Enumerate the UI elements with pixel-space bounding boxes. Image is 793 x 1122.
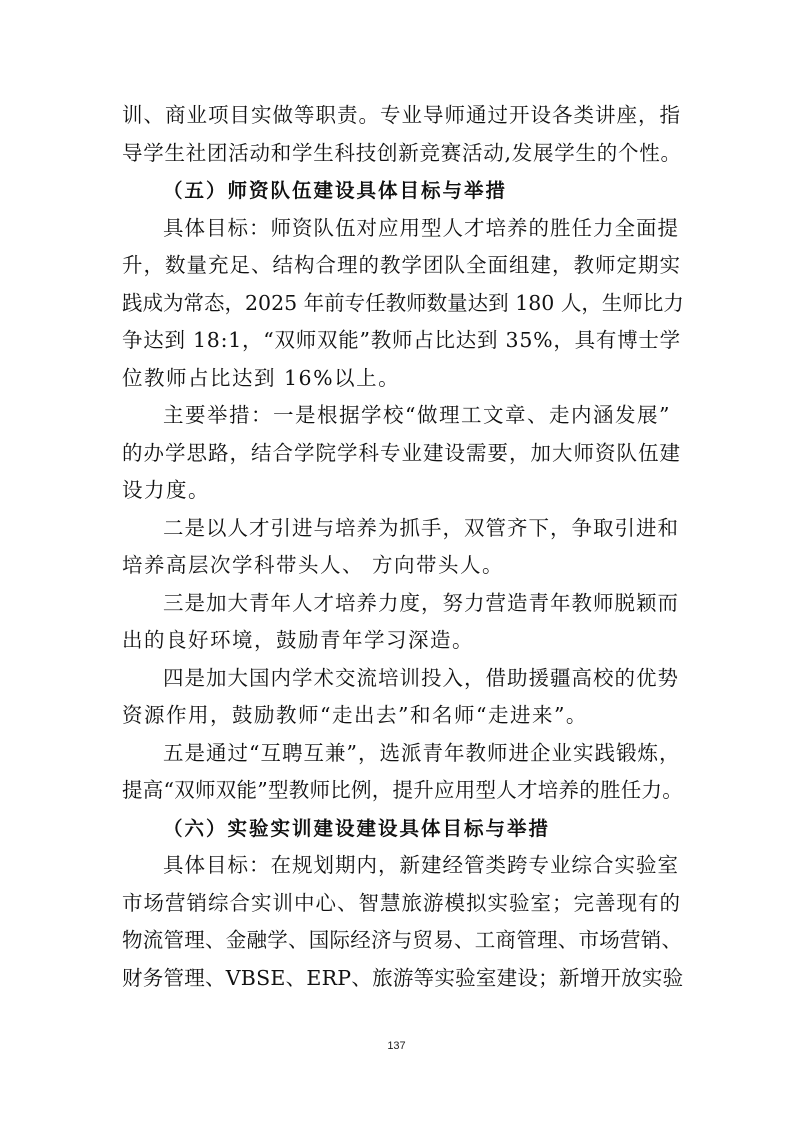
paragraph-first-line: 五是通过“互聘互兼”，选派青年教师进企业实践锻炼， <box>163 740 681 765</box>
text-line: 物流管理、金融学、国际经济与贸易、工商管理、市场营销、 <box>122 928 683 952</box>
text-line: 资源作用，鼓励教师“走出去”和名师“走进来”。 <box>122 703 588 727</box>
text-line: 位教师占比达到 16%以上。 <box>122 365 401 390</box>
paragraph-first-line: 具体目标：在规划期内，新建经管类跨专业综合实验室 <box>163 853 679 877</box>
page-number: 137 <box>387 1040 406 1052</box>
text-line: 争达到 18:1，“双师双能”教师占比达到 35%，具有博士学 <box>122 328 681 352</box>
text-line: 升，数量充足、结构合理的教学团队全面组建，教师定期实 <box>122 253 681 277</box>
text-line: 设力度。 <box>122 478 210 502</box>
section-heading: （六）实验实训建设建设具体目标与举措 <box>163 816 551 840</box>
text-line: 训、商业项目实做等职责。专业导师通过开设各类讲座，指 <box>122 103 681 127</box>
document-body <box>122 97 684 997</box>
paragraph-first-line: 具体目标：师资队伍对应用型人才培养的胜任力全面提 <box>163 215 679 240</box>
paragraph-first-line: 主要举措：一是根据学校“做理工文章、走内涵发展” <box>163 403 671 427</box>
paragraph-first-line: 四是加大国内学术交流培训投入，借助援疆高校的优势 <box>163 665 679 690</box>
text-line: 市场营销综合实训中心、智慧旅游模拟实验室；完善现有的 <box>122 890 681 915</box>
text-line: 的办学思路，结合学院学科专业建设需要，加大师资队伍建 <box>122 440 681 465</box>
text-line: 提高“双师双能”型教师比例，提升应用型人才培养的胜任力。 <box>122 778 683 802</box>
text-line: 培养高层次学科带头人、 方向带头人。 <box>122 553 505 577</box>
text-line: 践成为常态，2025 年前专任教师数量达到 180 人，生师比力 <box>122 290 684 315</box>
section-heading: （五）师资队伍建设具体目标与举措 <box>163 179 508 202</box>
paragraph-first-line: 二是以人才引进与培养为抓手，双管齐下，争取引进和 <box>163 515 679 540</box>
text-line: 出的良好环境，鼓励青年学习深造。 <box>122 628 474 652</box>
text-line: 财务管理、VBSE、ERP、旅游等实验室建设；新增开放实验 <box>122 965 684 990</box>
paragraph-first-line: 三是加大青年人才培养力度，努力营造青年教师脱颖而 <box>163 590 679 615</box>
text-line: 导学生社团活动和学生科技创新竞赛活动,发展学生的个性。 <box>122 140 682 165</box>
